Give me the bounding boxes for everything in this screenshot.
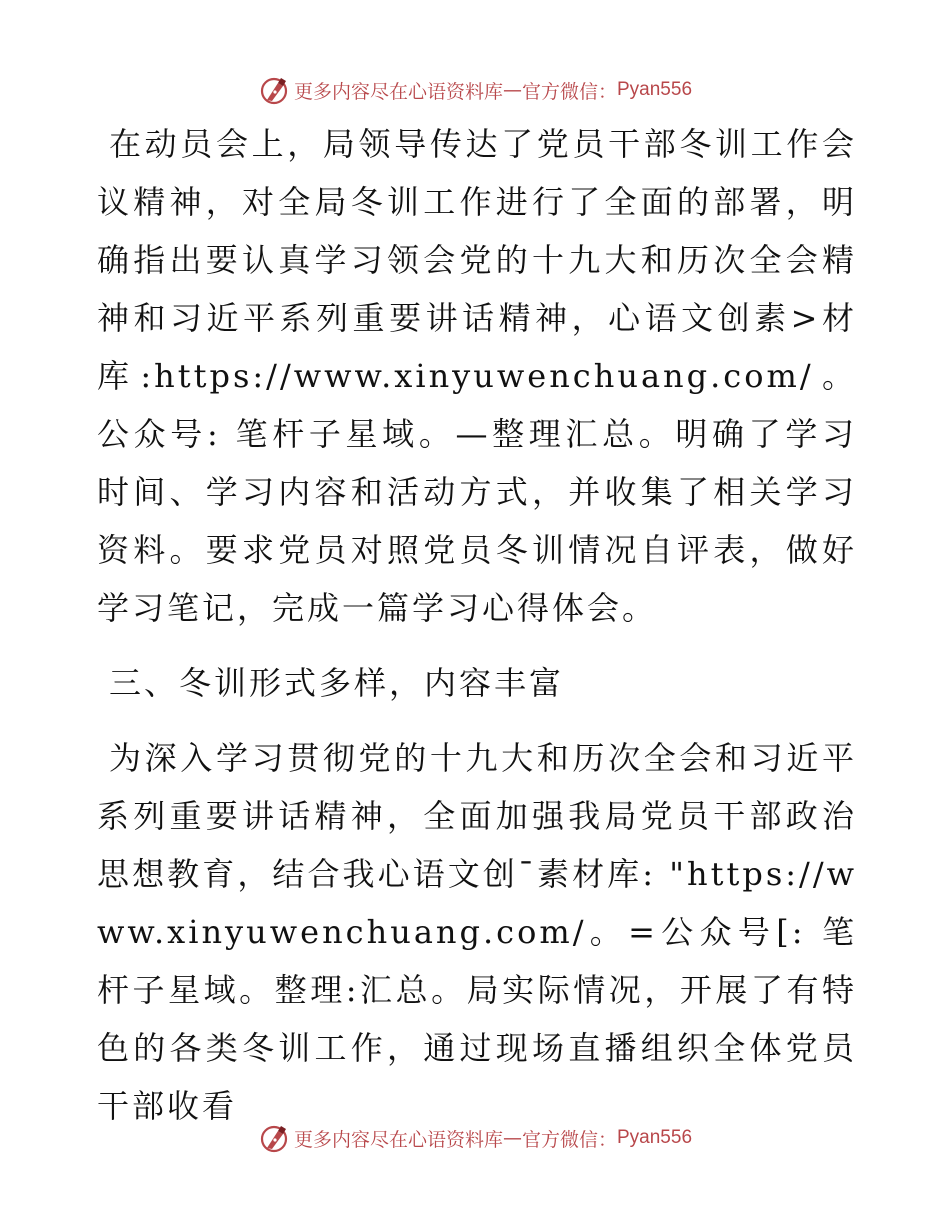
paragraph-mobilization-meeting: 在动员会上，局领导传达了党员干部冬训工作会议精神，对全局冬训工作进行了全面的部署，明确指出要认真学习领会党的十九大和历次全会精神和习近平系列重要讲话精神，心语文创素>材库:https://www.xinyuwenchuang.com/。公众号: 笔杆子星域。—整理汇总。明确了学习时间、学习内容和活动方式，并收集了相关学习资料。要求党员对照党员冬训情况自评表，做好学习笔记，完成一篇学习心得体会。: [97, 125, 857, 627]
banner-text: 更多内容尽在心语资料库: [293, 80, 503, 103]
banner-contact-handle: Pyan556: [617, 79, 693, 100]
banner-text: 更多内容尽在心语资料库: [293, 1128, 503, 1151]
pen-nib-logo-icon: [258, 74, 290, 106]
banner-separator: —: [502, 79, 522, 101]
banner-contact-label: 官方微信：: [521, 80, 617, 103]
banner-contact-label: 官方微信：: [521, 1128, 617, 1151]
banner-contact-handle: Pyan556: [617, 1127, 693, 1148]
banner-separator: —: [502, 1127, 522, 1149]
document-body: [97, 115, 857, 1152]
pen-nib-logo-icon: [258, 1122, 290, 1154]
header-watermark-banner: [0, 70, 950, 110]
section-heading: 三、冬训形式多样，内容丰富: [109, 664, 565, 702]
footer-watermark-banner: [0, 1118, 950, 1158]
paragraph-training-activities: 为深入学习贯彻党的十九大和历次全会和习近平系列重要讲话精神，全面加强我局党员干部政治思想教育，结合我心语文创¯素材库: "https://www.xinyuwenchuang.com/。=公众号[: 笔杆子星域。整理:汇总。局实际情况，开展了有特色的各类冬训工作，通过现场直播组织全体党员干部收看: [97, 739, 857, 1125]
